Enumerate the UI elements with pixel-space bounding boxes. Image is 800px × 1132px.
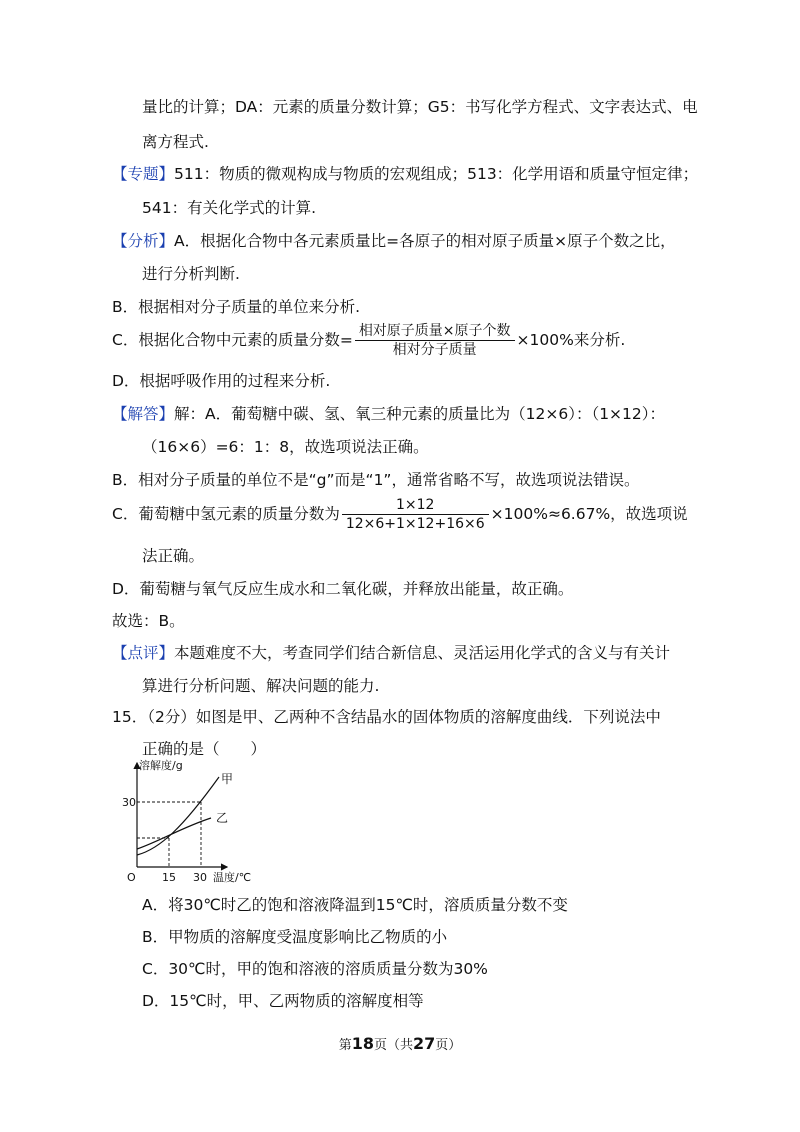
topic-text: 511：物质的微观构成与物质的宏观组成；513：化学用语和质量守恒定律； <box>174 165 699 183</box>
comment-text: 本题难度不大，考查同学们结合新信息、灵活运用化学式的含义与有关计 <box>174 644 671 662</box>
text-line: 541：有关化学式的计算. <box>142 199 317 217</box>
fraction-numerator: 1×12 <box>342 496 489 515</box>
question-stem: 正确的是（ ） <box>142 740 267 758</box>
text-line: D．葡萄糖与氧气反应生成水和二氧化碳，并释放出能量，故正确。 <box>112 580 574 598</box>
x-tick-label: 30 <box>193 871 207 884</box>
option-a[interactable]: A．将30℃时乙的饱和溶液降温到15℃时，溶质质量分数不变 <box>142 896 568 914</box>
fraction-denominator: 相对分子质量 <box>392 342 477 358</box>
text-line: 量比的计算；DA：元素的质量分数计算；G5：书写化学方程式、文字表达式、电 <box>142 98 698 116</box>
option-d[interactable]: D．15℃时，甲、乙两物质的溶解度相等 <box>142 992 424 1010</box>
solution-text: 解：A．葡萄糖中碳、氢、氧三种元素的质量比为（12×6）：（1×12）： <box>174 405 666 423</box>
text-line: B．根据相对分子质量的单位来分析. <box>112 298 361 316</box>
text-line: B．相对分子质量的单位不是“g”而是“1”，通常省略不写，故选项说法错误。 <box>112 471 640 489</box>
mass-fraction-formula <box>355 322 515 359</box>
topic-line <box>112 163 698 185</box>
solubility-curve-figure <box>122 757 255 887</box>
analysis-tag: 【分析】 <box>112 232 175 250</box>
hydrogen-fraction-formula <box>342 496 489 533</box>
page-footer <box>0 1034 800 1053</box>
curve-label-yi: 乙 <box>216 811 229 825</box>
page-total: 27 <box>413 1034 436 1053</box>
curve-label-jia: 甲 <box>221 772 234 786</box>
solution-tag: 【解答】 <box>112 405 175 423</box>
formula-suffix: ×100%≈6.67%，故选项说 <box>490 505 688 523</box>
text-line: 法正确。 <box>142 547 205 565</box>
question-stem: 15．（2分）如图是甲、乙两种不含结晶水的固体物质的溶解度曲线．下列说法中 <box>112 708 661 726</box>
formula-line <box>112 496 688 533</box>
x-tick-label: 15 <box>162 871 176 884</box>
y-axis-label: 溶解度/g <box>139 759 183 772</box>
fraction-denominator: 12×6+1×12+16×6 <box>345 516 485 532</box>
x-axis-label: 温度/℃ <box>213 871 252 884</box>
topic-tag: 【专题】 <box>112 165 175 183</box>
footer-text: 页（共 <box>373 1038 413 1053</box>
formula-prefix: C．根据化合物中元素的质量分数= <box>112 331 353 349</box>
text-line: 离方程式. <box>142 133 209 151</box>
formula-suffix: ×100%来分析. <box>516 331 626 349</box>
text-line: 算进行分析问题、解决问题的能力. <box>142 677 380 695</box>
analysis-text: A．根据化合物中各元素质量比=各原子的相对原子质量×原子个数之比， <box>174 232 676 250</box>
origin-label: O <box>127 871 136 884</box>
text-line: 故选：B。 <box>112 612 185 630</box>
formula-prefix: C．葡萄糖中氢元素的质量分数为 <box>112 505 340 523</box>
y-tick-label: 30 <box>122 796 136 809</box>
text-line: （16×6）=6：1：8，故选项说法正确。 <box>142 438 429 456</box>
option-b[interactable]: B．甲物质的溶解度受温度影响比乙物质的小 <box>142 928 448 946</box>
footer-text: 页） <box>435 1038 462 1053</box>
fraction-numerator: 相对原子质量×原子个数 <box>355 322 515 341</box>
text-line: D．根据呼吸作用的过程来分析. <box>112 372 331 390</box>
option-c[interactable]: C．30℃时，甲的饱和溶液的溶质质量分数为30% <box>142 960 488 978</box>
page-number: 18 <box>351 1034 374 1053</box>
curve-jia <box>137 777 219 855</box>
footer-text: 第 <box>338 1038 352 1053</box>
text-line: 进行分析判断. <box>142 265 240 283</box>
curve-yi <box>137 818 211 849</box>
analysis-line <box>112 230 676 252</box>
comment-tag: 【点评】 <box>112 644 175 662</box>
solution-line <box>112 403 665 425</box>
formula-line <box>112 322 625 359</box>
comment-line <box>112 642 670 664</box>
